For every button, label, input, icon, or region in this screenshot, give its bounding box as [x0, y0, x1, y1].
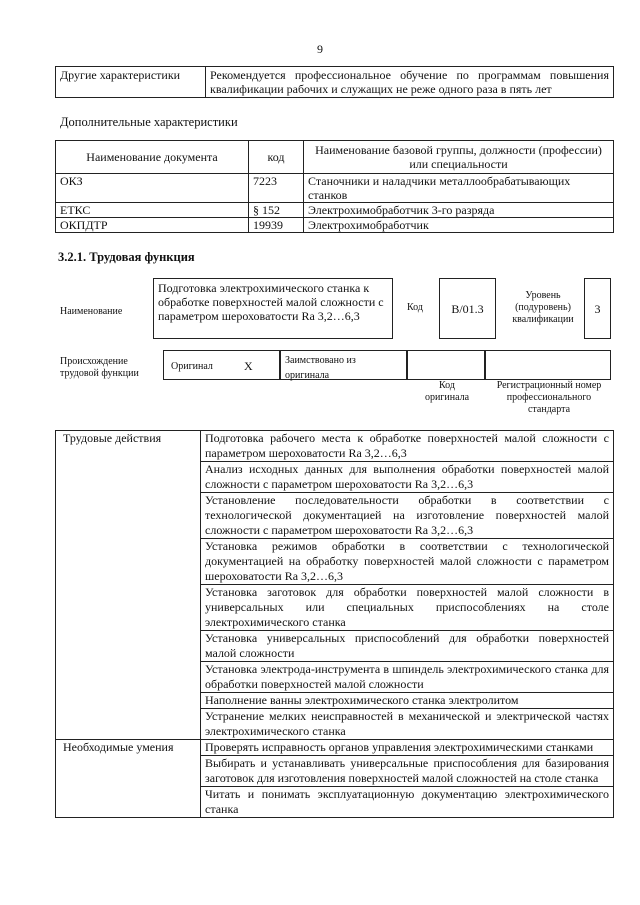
other-characteristics-label: Другие характеристики [56, 67, 206, 98]
table-row [56, 203, 614, 218]
code-cell: 19939 [249, 218, 304, 233]
code-original-label: Код оригинала [424, 380, 470, 403]
skill-item: Выбирать и устанавливать универсальные приспособления для базирования заготовок для изготовления поверхностей малой сложностей на столе станка [201, 756, 614, 787]
other-characteristics-table [55, 66, 614, 98]
original-mark: X [244, 359, 253, 373]
function-name-box: Подготовка электрохимического станка к обработке поверхностей малой сложности с параметром шероховатости Ra 3,2…6,3 [153, 278, 393, 339]
doc-name-cell: ОКЗ [56, 174, 249, 203]
skills-label: Необходимые умения [56, 740, 201, 818]
actions-skills-table [55, 430, 614, 818]
action-item: Установка режимов обработки в соответствии с технологической документацией на обработку поверхностей малой сложности с параметром шероховатости Ra 3,2…6,3 [201, 539, 614, 585]
table-row [56, 174, 614, 203]
action-item: Установление последовательности обработки в соответствии с технологической документацией на изготовление поверхностей малой сложности с параметром шероховатости Ra 3,2…6,3 [201, 493, 614, 539]
header-group-name: Наименование базовой группы, должности (профессии) или специальности [304, 141, 614, 174]
reg-number-box [485, 350, 611, 380]
code-cell: § 152 [249, 203, 304, 218]
action-item: Устранение мелких неисправностей в механической и электрической частях электрохимического станка [201, 709, 614, 740]
borrowed-box [280, 350, 407, 380]
skill-item: Проверять исправность органов управления электрохимическими станками [201, 740, 614, 756]
level-box: 3 [584, 278, 611, 339]
group-name-cell: Станочники и наладчики металлообрабатывающих станков [304, 174, 614, 203]
table-row [56, 218, 614, 233]
extra-characteristics-title: Дополнительные характеристики [60, 115, 238, 129]
code-label: Код [407, 302, 423, 313]
skill-item: Читать и понимать эксплуатационную документацию электрохимического станка [201, 787, 614, 818]
function-title: 3.2.1. Трудовая функция [58, 250, 195, 264]
code-original-box [407, 350, 485, 380]
header-code: код [249, 141, 304, 174]
other-characteristics-value: Рекомендуется профессиональное обучение по программам повышения квалификации рабочих и служащих не реже одного раза в пять лет [206, 67, 614, 98]
borrowed-label: Заимствовано из оригинала [285, 355, 356, 381]
page-number: 9 [317, 42, 323, 56]
action-item: Установка универсальных приспособлений для обработки поверхностей малой сложности [201, 631, 614, 662]
level-label: Уровень (подуровень) квалификации [512, 290, 574, 325]
group-name-cell: Электрохимобработчик 3-го разряда [304, 203, 614, 218]
origin-label: Происхождение трудовой функции [60, 356, 139, 379]
original-label: Оригинал [171, 361, 213, 372]
group-name-cell: Электрохимобработчик [304, 218, 614, 233]
actions-label: Трудовые действия [56, 431, 201, 740]
function-code-box: B/01.3 [439, 278, 496, 339]
original-box [163, 350, 280, 380]
action-item: Анализ исходных данных для выполнения обработки поверхностей малой сложности с параметром шероховатости Ra 3,2…6,3 [201, 462, 614, 493]
doc-name-cell: ЕТКС [56, 203, 249, 218]
action-item: Установка электрода-инструмента в шпиндель электрохимического станка для обработки поверхностей малой сложности [201, 662, 614, 693]
classification-table [55, 140, 614, 233]
action-item: Наполнение ванны электрохимического станка электролитом [201, 693, 614, 709]
reg-number-label: Регистрационный номер профессионального стандарта [496, 380, 602, 415]
code-cell: 7223 [249, 174, 304, 203]
doc-name-cell: ОКПДТР [56, 218, 249, 233]
header-document-name: Наименование документа [56, 141, 249, 174]
table-row [56, 740, 614, 756]
action-item: Установка заготовок для обработки поверхностей малой сложности в универсальных или специальных приспособлениях на столе электрохимического станка [201, 585, 614, 631]
table-row [56, 431, 614, 462]
name-label: Наименование [60, 306, 123, 317]
action-item: Подготовка рабочего места к обработке поверхностей малой сложности с параметром шероховатости Ra 3,2…6,3 [201, 431, 614, 462]
